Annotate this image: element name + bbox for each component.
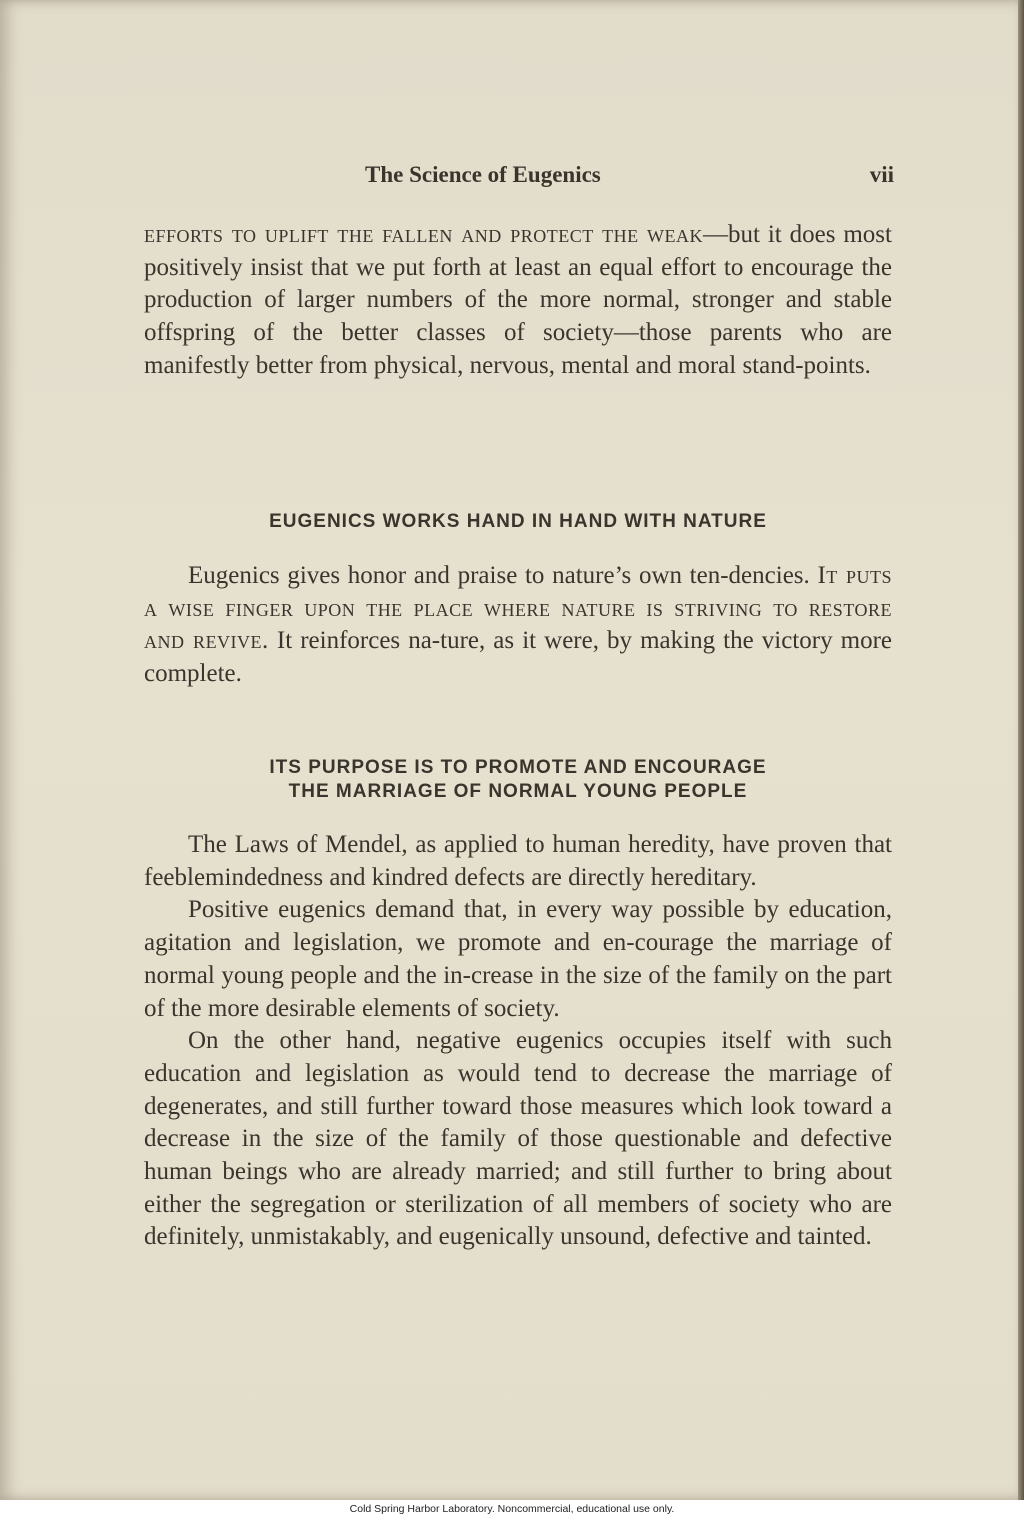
paragraph-mendel: The Laws of Mendel, as applied to human heredity, have proven that feeblemindedness and kindred defects are directly hereditary. xyxy=(144,831,892,891)
paragraph-nature xyxy=(144,560,892,691)
paragraph-intro-text: —but it does most positively insist that we put forth at least an equal effort to encourage the production of larger numbers of the more normal, stronger and stable offspring of the better classes of society—those parents who are manifestly better from physical, nervous, mental and moral stand-points. xyxy=(144,221,892,379)
nature-text-a: Eugenics gives honor and praise to nature’s own ten-dencies. xyxy=(188,562,818,589)
smallcaps-lead: efforts to uplift the fallen and protect the weak xyxy=(144,221,703,248)
nature-text-b: It reinforces na-ture, as it were, by making the victory more complete. xyxy=(144,627,892,688)
nature-smallcaps: It puts a wise finger upon the place where nature is striving to restore and revive. xyxy=(144,562,892,655)
credit-footer: Cold Spring Harbor Laboratory. Noncommercial, educational use only. xyxy=(349,1503,675,1515)
heading-line-1: ITS PURPOSE IS TO PROMOTE AND ENCOURAGE xyxy=(269,757,767,778)
page-number: vii xyxy=(869,162,894,187)
heading-line-2: THE MARRIAGE OF NORMAL YOUNG PEOPLE xyxy=(288,781,748,802)
section-purpose-body xyxy=(144,829,892,1254)
section-heading-purpose xyxy=(144,756,892,804)
paragraph-negative: On the other hand, negative eugenics occupies itself with such education and legislation as would tend to decrease the marriage of degenerates, and still further toward those measures which look toward a decrease in the size of the family of those questionable and defective human beings who are already married; and still further to bring about either the segregation or sterilization of all members of society who are definitely, unmistakably, and eugenically unsound, defective and tainted. xyxy=(144,1027,892,1251)
paragraph-intro xyxy=(144,219,892,383)
section-heading-nature: EUGENICS WORKS HAND IN HAND WITH NATURE xyxy=(269,511,767,532)
page-edge xyxy=(1018,0,1024,1500)
paragraph-positive: Positive eugenics demand that, in every way possible by education, agitation and legislation, we promote and en-courage the marriage of normal young people and the in-crease in the size of the family on the part of the more desirable elements of society. xyxy=(144,896,892,1022)
header-title: The Science of Eugenics xyxy=(365,162,601,187)
running-header xyxy=(140,162,894,194)
